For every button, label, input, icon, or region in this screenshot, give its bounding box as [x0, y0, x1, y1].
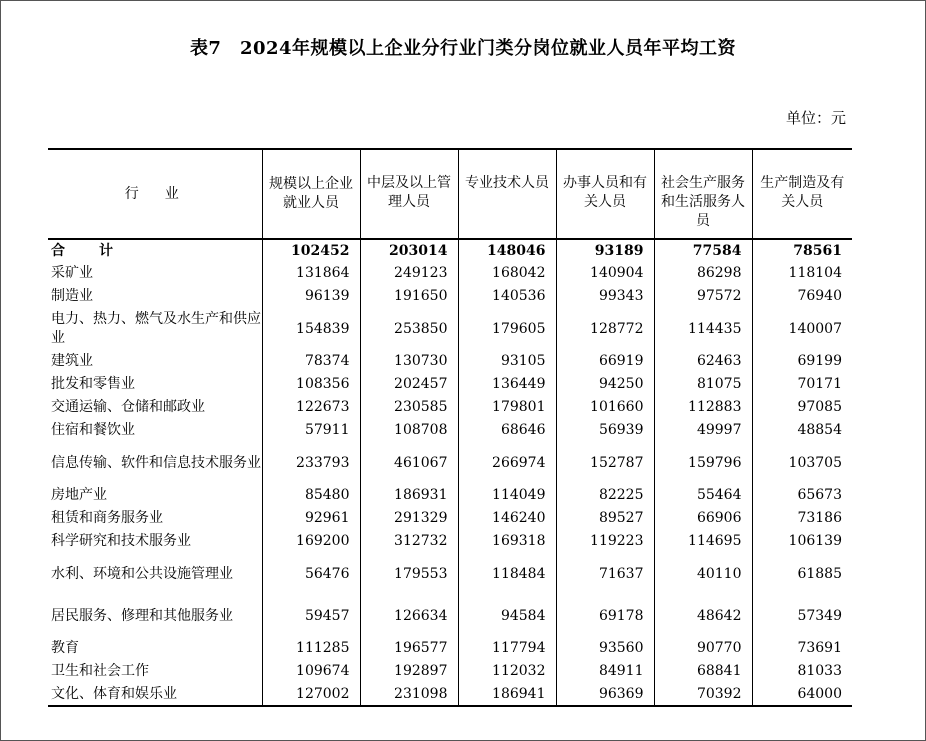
header-service-workers: 社会生产服务和生活服务人员: [654, 149, 752, 239]
header-production-workers: 生产制造及有关人员: [752, 149, 852, 239]
row-value-cell: 92961: [262, 507, 360, 530]
table-row: [48, 683, 852, 706]
table-row: [48, 350, 852, 373]
row-value-cell: 103705: [752, 442, 852, 484]
row-value-cell: 108708: [360, 419, 458, 442]
table-row: [48, 660, 852, 683]
row-value-cell: 99343: [556, 285, 654, 308]
row-industry-name: 制造业: [51, 288, 93, 304]
row-value-cell: 230585: [360, 396, 458, 419]
row-value-cell: 231098: [360, 683, 458, 706]
row-value-cell: 40110: [654, 553, 752, 595]
row-industry-name: 文化、体育和娱乐业: [48, 683, 262, 706]
row-industry-name: 信息传输、软件和信息技术服务业: [51, 454, 261, 471]
row-value-cell: 68841: [654, 660, 752, 683]
row-industry-name: 住宿和餐饮业: [51, 422, 135, 438]
row-value-cell: 169200: [262, 530, 360, 553]
row-value-cell: 73691: [752, 637, 852, 660]
row-value-cell: 291329: [360, 507, 458, 530]
row-value-cell: 78374: [262, 350, 360, 373]
table-row: [48, 637, 852, 660]
header-managers: 中层及以上管理人员: [360, 149, 458, 239]
table-row: [48, 442, 852, 484]
table-row: [48, 239, 852, 262]
row-value-cell: 140007: [752, 308, 852, 350]
row-value-cell: 93560: [556, 637, 654, 660]
row-value-cell: 48854: [752, 419, 852, 442]
row-value-cell: 57911: [262, 419, 360, 442]
row-value-cell: 93189: [556, 239, 654, 262]
row-value-cell: 70392: [654, 683, 752, 706]
header-clerks: 办事人员和有关人员: [556, 149, 654, 239]
row-value-cell: 76940: [752, 285, 852, 308]
row-value-cell: 118104: [752, 262, 852, 285]
row-value-cell: 114435: [654, 308, 752, 350]
row-industry-name: 科学研究和技术服务业: [51, 533, 191, 549]
row-industry-name: 居民服务、修理和其他服务业: [51, 607, 233, 624]
row-value-cell: 461067: [360, 442, 458, 484]
row-value-cell: 59457: [262, 595, 360, 637]
row-industry-name: 教育: [51, 640, 79, 656]
table-row: [48, 373, 852, 396]
row-value-cell: 68646: [458, 419, 556, 442]
row-value-cell: 102452: [262, 239, 360, 262]
row-value-cell: 96139: [262, 285, 360, 308]
row-value-cell: 94584: [458, 595, 556, 637]
row-value-cell: 168042: [458, 262, 556, 285]
row-value-cell: 97572: [654, 285, 752, 308]
row-value-cell: 62463: [654, 350, 752, 373]
header-industry: 行 业: [48, 149, 262, 239]
table-row: [48, 595, 852, 637]
row-value-cell: 131864: [262, 262, 360, 285]
row-value-cell: 69199: [752, 350, 852, 373]
row-value-cell: 111285: [262, 637, 360, 660]
row-value-cell: 106139: [752, 530, 852, 553]
row-value-cell: 140904: [556, 262, 654, 285]
row-value-cell: 233793: [262, 442, 360, 484]
row-industry-name: 批发和零售业: [51, 376, 135, 392]
row-value-cell: 191650: [360, 285, 458, 308]
table-row: [48, 285, 852, 308]
row-value-cell: 101660: [556, 396, 654, 419]
row-value-cell: 61885: [752, 553, 852, 595]
row-value-cell: 119223: [556, 530, 654, 553]
row-value-cell: 93105: [458, 350, 556, 373]
row-value-cell: 152787: [556, 442, 654, 484]
row-value-cell: 66906: [654, 507, 752, 530]
table-row: [48, 419, 852, 442]
row-value-cell: 96369: [556, 683, 654, 706]
table-row: [48, 530, 852, 553]
row-value-cell: 114695: [654, 530, 752, 553]
row-value-cell: 179553: [360, 553, 458, 595]
row-value-cell: 130730: [360, 350, 458, 373]
row-value-cell: 77584: [654, 239, 752, 262]
row-industry-name: 卫生和社会工作: [51, 663, 149, 679]
row-industry-name: 建筑业: [51, 353, 93, 369]
table-body: [48, 239, 852, 706]
row-value-cell: 69178: [556, 595, 654, 637]
row-value-cell: 126634: [360, 595, 458, 637]
row-value-cell: 186931: [360, 484, 458, 507]
row-value-cell: 312732: [360, 530, 458, 553]
row-industry-name: 交通运输、仓储和邮政业: [51, 399, 205, 415]
row-value-cell: 122673: [262, 396, 360, 419]
row-value-cell: 84911: [556, 660, 654, 683]
row-value-cell: 57349: [752, 595, 852, 637]
header-professionals: 专业技术人员: [458, 149, 556, 239]
row-value-cell: 73186: [752, 507, 852, 530]
row-value-cell: 90770: [654, 637, 752, 660]
row-value-cell: 85480: [262, 484, 360, 507]
row-value-cell: 64000: [752, 683, 852, 706]
row-value-cell: 179605: [458, 308, 556, 350]
row-value-cell: 89527: [556, 507, 654, 530]
row-value-cell: 112883: [654, 396, 752, 419]
header-row: [48, 149, 852, 239]
row-industry-name: 房地产业: [51, 487, 107, 503]
row-value-cell: 56476: [262, 553, 360, 595]
row-value-cell: 179801: [458, 396, 556, 419]
row-value-cell: 186941: [458, 683, 556, 706]
row-value-cell: 117794: [458, 637, 556, 660]
row-value-cell: 159796: [654, 442, 752, 484]
row-value-cell: 266974: [458, 442, 556, 484]
row-value-cell: 86298: [654, 262, 752, 285]
row-value-cell: 202457: [360, 373, 458, 396]
table-row: [48, 396, 852, 419]
row-value-cell: 148046: [458, 239, 556, 262]
row-value-cell: 55464: [654, 484, 752, 507]
row-value-cell: 249123: [360, 262, 458, 285]
table-title: 表7 2024年规模以上企业分行业门类分岗位就业人员年平均工资: [189, 38, 737, 59]
row-value-cell: 196577: [360, 637, 458, 660]
row-value-cell: 146240: [458, 507, 556, 530]
row-industry-name: 采矿业: [51, 265, 93, 281]
row-value-cell: 118484: [458, 553, 556, 595]
header-all-employees: 规模以上企业就业人员: [262, 149, 360, 239]
row-value-cell: 78561: [752, 239, 852, 262]
row-value-cell: 136449: [458, 373, 556, 396]
row-value-cell: 66919: [556, 350, 654, 373]
row-industry-name: 合 计: [51, 242, 123, 259]
row-value-cell: 114049: [458, 484, 556, 507]
row-value-cell: 169318: [458, 530, 556, 553]
row-value-cell: 128772: [556, 308, 654, 350]
row-value-cell: 140536: [458, 285, 556, 308]
row-value-cell: 112032: [458, 660, 556, 683]
row-value-cell: 82225: [556, 484, 654, 507]
row-value-cell: 97085: [752, 396, 852, 419]
row-value-cell: 48642: [654, 595, 752, 637]
table-row: [48, 308, 852, 350]
table-row: [48, 553, 852, 595]
row-value-cell: 192897: [360, 660, 458, 683]
row-value-cell: 70171: [752, 373, 852, 396]
row-value-cell: 154839: [262, 308, 360, 350]
table-row: [48, 507, 852, 530]
row-value-cell: 109674: [262, 660, 360, 683]
table-row: [48, 484, 852, 507]
unit-label: 单位：元: [785, 109, 846, 127]
row-industry-name: 电力、热力、燃气及水生产和供应业: [51, 311, 261, 346]
row-value-cell: 203014: [360, 239, 458, 262]
row-industry-name: 租赁和商务服务业: [51, 510, 163, 526]
wage-table: [48, 148, 852, 707]
row-value-cell: 81033: [752, 660, 852, 683]
row-value-cell: 127002: [262, 683, 360, 706]
row-value-cell: 56939: [556, 419, 654, 442]
row-value-cell: 65673: [752, 484, 852, 507]
table-row: [48, 262, 852, 285]
row-value-cell: 94250: [556, 373, 654, 396]
row-value-cell: 49997: [654, 419, 752, 442]
row-value-cell: 81075: [654, 373, 752, 396]
row-value-cell: 108356: [262, 373, 360, 396]
row-industry-name: 水利、环境和公共设施管理业: [51, 565, 233, 582]
row-value-cell: 253850: [360, 308, 458, 350]
row-value-cell: 71637: [556, 553, 654, 595]
